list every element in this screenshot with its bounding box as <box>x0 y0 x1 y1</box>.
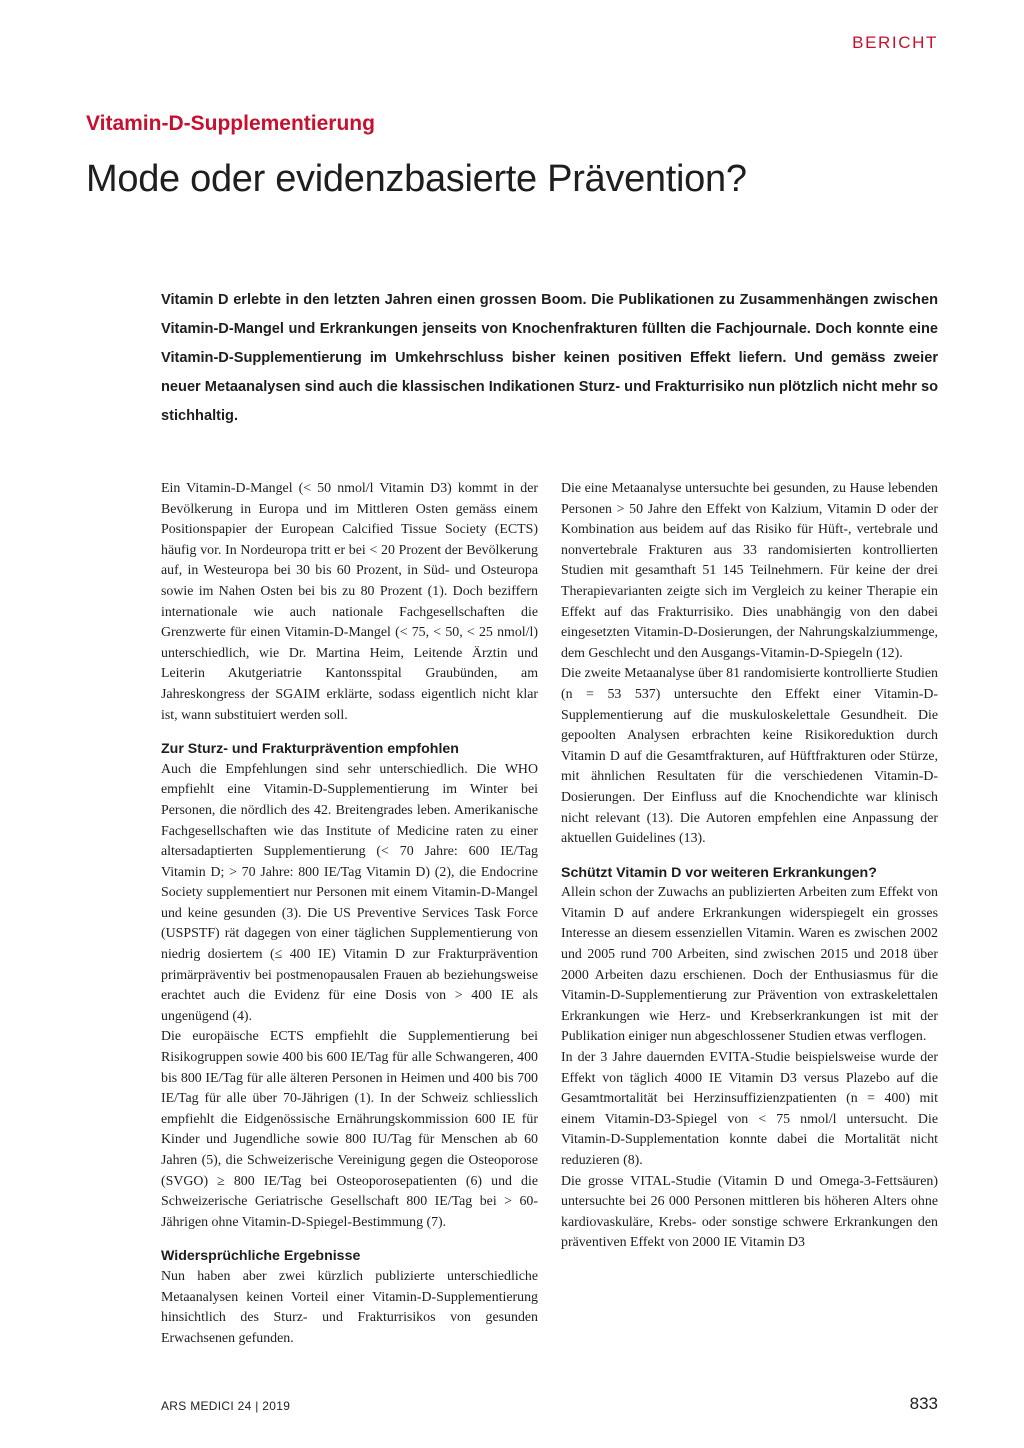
text-column-right <box>561 479 938 1254</box>
body-paragraph: Die eine Metaanalyse untersuchte bei gesunden, zu Hause lebenden Personen > 50 Jahre den Effekt von Kalzium, Vitamin D oder der Kombination aus beidem auf das Risiko für Hüft-, vertebrale und nonvertebrale Frakturen aus 33 randomisierten kontrollierten Studien mit gesamthaft 51 145 Teilnehmern. Für keine der drei Therapievarianten zeigte sich im Vergleich zu keiner Therapie ein Effekt auf das Frakturrisiko. Dies unabhängig von den dabei eingesetzten Vitamin-D-Dosierungen, der Nahrungskalziummenge, dem Geschlecht und den Ausgangs-Vitamin-D-Spiegeln (12). <box>561 481 938 661</box>
article-kicker: Vitamin-D-Supplementierung <box>86 112 375 135</box>
body-paragraph: In der 3 Jahre dauernden EVITA-Studie beispielsweise wurde der Effekt von täglich 4000 IE Vitamin D3 versus Plazebo auf die Gesamtmortalität bei Herzinsuffizienzpatienten (n = 400) mit einem Vitamin-D3-Spiegel von < 75 nmol/l untersucht. Die Vitamin-D-Supplementation konnte dabei die Mortalität nicht reduzieren (8). <box>561 1050 938 1168</box>
body-paragraph: Allein schon der Zuwachs an publizierten Arbeiten zum Effekt von Vitamin D auf andere Erkrankungen widerspiegelt ein grosses Interesse an diesem essenziellen Vitamin. Waren es zwischen 2002 und 2005 rund 700 Arbeiten, sind zwischen 2015 und 2018 über 2000 Arbeiten dazu erschienen. Doch der Enthusiasmus für die Vitamin-D-Supplementierung zur Prävention von extraskelettalen Erkrankungen wie Herz- und Krebserkrankungen ist mit der Publikation einiger nun abgeschlossener Studien etwas verflogen. <box>561 885 938 1045</box>
body-paragraph: Nun haben aber zwei kürzlich publizierte unterschiedliche Metaanalysen keinen Vorteil einer Vitamin-D-Supplementierung hinsichtlich des Sturz- und Frakturrisikos von gesunden Erwachsenen gefunden. <box>161 1268 538 1346</box>
body-paragraph: Die europäische ECTS empfiehlt die Supplementierung bei Risikogruppen sowie 400 bis 600 IE/Tag für alle Schwangeren, 400 bis 800 IE/Tag für alle älteren Personen in Heimen und 400 bis 700 IE/Tag für alle über 70-Jährigen (1). In der Schweiz schliesslich empfiehlt die Eidgenössische Ernährungskommission 600 IE für Kinder und Jugendliche sowie 800 IU/Tag für Menschen ab 60 Jahren (5), die Schweizerische Vereinigung gegen die Osteoporose (SVGO) ≥ 800 IE/Tag bei Osteoporosepatienten (6) und die Schweizerische Geriatrische Gesellschaft 800 IE/Tag bei > 60-Jährigen ohne Vitamin-D-Spiegel-Bestimmung (7). <box>161 1029 538 1230</box>
body-paragraph: Auch die Empfehlungen sind sehr unterschiedlich. Die WHO empfiehlt eine Vitamin-D-Supplementierung im Winter bei Personen, die nördlich des 42. Breitengrades leben. Amerikanische Fachgesellschaften wie das Institute of Medicine raten zu einer altersadaptierten Supplementierung (< 70 Jahre: 600 IE/Tag Vitamin D; > 70 Jahre: 800 IE/Tag Vitamin D) (2), die Endocrine Society supplementiert nur Personen mit einem Vitamin-D-Mangel und keine gesunden (3). Die US Preventive Services Task Force (USPSTF) rät dagegen von einer täglichen Supplementierung von niedrig dosiertem (≤ 400 IE) Vitamin D zur Frakturprävention primärpräventiv bei postmenopausalen Frauen ab beziehungsweise erachtet auch die Evidenz für eine Dosis von > 400 IE als ungenügend (4). <box>161 761 538 1024</box>
article-headline: Mode oder evidenzbasierte Prävention? <box>86 158 747 200</box>
article-lead: Vitamin D erlebte in den letzten Jahren einen grossen Boom. Die Publikationen zu Zusammenhängen zwischen Vitamin-D-Mangel und Erkrankungen jenseits von Knochenfrakturen füllten die Fachjournale. Doch konnte eine Vitamin-D-Supplementierung im Umkehrschluss bisher keinen positiven Effekt liefern. Und gemäss zweier neuer Metaanalysen sind auch die klassischen Indikationen Sturz- und Frakturrisiko nun plötzlich nicht mehr so stichhaltig. <box>161 292 938 424</box>
subheading: Schützt Vitamin D vor weiteren Erkrankungen? <box>561 864 877 881</box>
body-paragraph: Ein Vitamin-D-Mangel (< 50 nmol/l Vitamin D3) kommt in der Bevölkerung in Europa und im Mittleren Osten gemäss einem Positionspapier der European Calcified Tissue Society (ECTS) häufig vor. In Nordeuropa tritt er bei < 20 Prozent der Bevölkerung auf, in Westeuropa bei 30 bis 60 Prozent, in Süd- und Osteuropa sowie im Nahen Osten bei bis zu 80 Prozent (1). Doch beziffern internationale wie auch nationale Fachgesellschaften die Grenzwerte für einen Vitamin-D-Mangel (< 75, < 50, < 25 nmol/l) unterschiedlich, wie Dr. Martina Heim, Leitende Ärztin und Leiterin Akutgeriatrie Kantonsspital Graubünden, am Jahreskongress der SGAIM erklärte, sodass eigentlich nicht klar ist, wann substituiert werden soll. <box>161 481 538 723</box>
subheading: Zur Sturz- und Frakturprävention empfohlen <box>161 741 459 758</box>
page-number: 833 <box>909 1394 938 1413</box>
section-label: BERICHT <box>852 33 938 52</box>
text-column-left <box>161 479 538 1349</box>
subheading: Widersprüchliche Ergebnisse <box>161 1248 361 1265</box>
journal-issue: ARS MEDICI 24 | 2019 <box>161 1399 291 1413</box>
body-paragraph: Die zweite Metaanalyse über 81 randomisierte kontrollierte Studien (n = 53 537) untersuchte den Effekt einer Vitamin-D-Supplementierung auf die muskuloskelettale Gesundheit. Die gepoolten Analysen erbrachten keine Risikoreduktion durch Vitamin D auf die Gesamtfrakturen, auf Hüftfrakturen oder Stürze, mit ähnlichen Resultaten für die verschiedenen Vitamin-D-Dosierungen. Der Einfluss auf die Knochendichte war klinisch nicht relevant (13). Die Autoren empfehlen eine Anpassung der aktuellen Guidelines (13). <box>561 666 938 847</box>
body-paragraph: Die grosse VITAL-Studie (Vitamin D und Omega-3-Fettsäuren) untersuchte bei 26 000 Personen mittleren bis höheren Alters ohne kardiovaskuläre, Krebs- oder sonstige schwere Erkrankungen den präventiven Effekt von 2000 IE Vitamin D3 <box>561 1173 938 1251</box>
